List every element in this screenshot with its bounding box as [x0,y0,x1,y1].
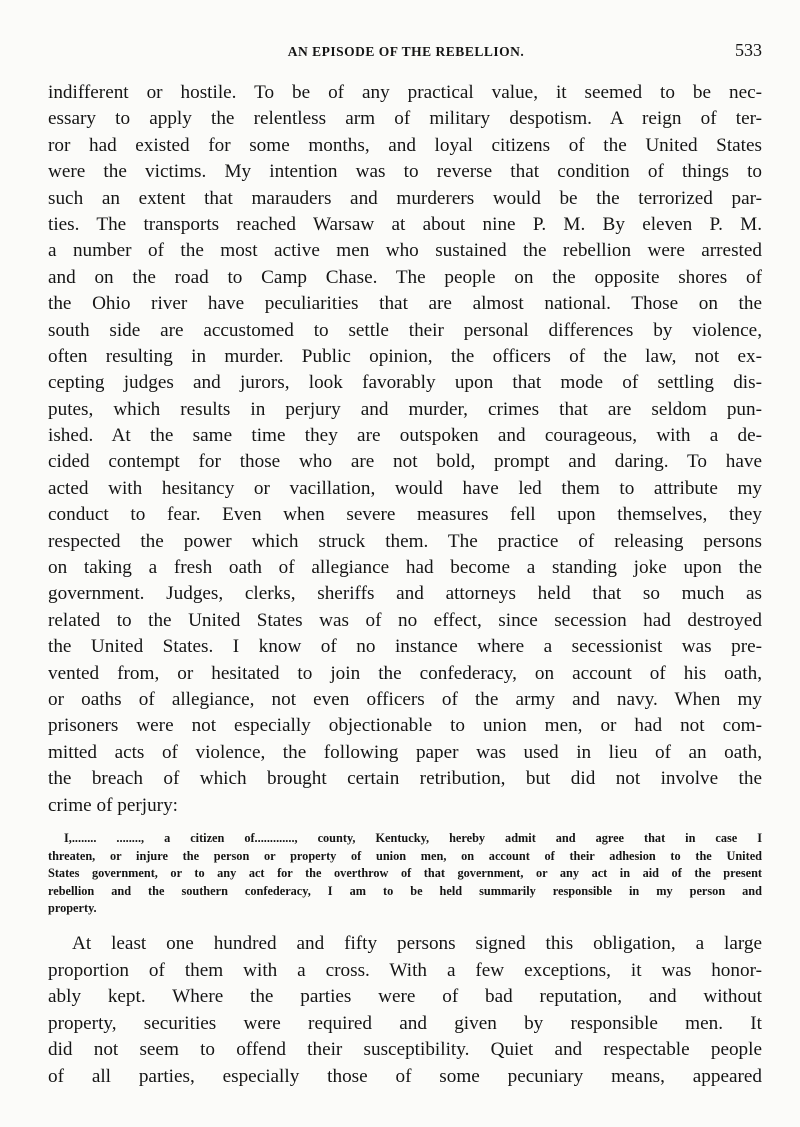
text-line: acted with hesitancy or vacillation, would have led them to attribute my [48,477,762,499]
oath-line: threaten, or injure the person or property of union men, on account of their adhesion to the United [48,848,762,863]
text-line: such an extent that marauders and murderers would be the terrorized par- [48,187,762,209]
text-line: indifferent or hostile. To be of any practical value, it seemed to be nec- [48,82,762,103]
text-line: conduct to fear. Even when severe measures fell upon themselves, they [48,504,762,526]
text-line: the Ohio river have peculiarities that are almost national. Those on the [48,293,762,315]
text-line: essary to apply the relentless arm of military despotism. A reign of ter- [48,108,762,130]
oath-line: property. [48,901,97,916]
text-line: ished. At the same time they are outspoken and courageous, with a de- [48,425,762,447]
text-line: respected the power which struck them. The practice of releasing persons [48,530,762,552]
text-line: the breach of which brought certain retribution, but did not involve the [48,768,762,790]
text-line: mitted acts of violence, the following paper was used in lieu of an oath, [48,741,762,763]
running-head [48,40,764,68]
page-number: 533 [735,40,762,60]
text-line: or oaths of allegiance, not even officers of the army and navy. When my [48,688,762,710]
text-line: ably kept. Where the parties were of bad reputation, and without [48,986,762,1007]
text-line: government. Judges, clerks, sheriffs and attorneys held that so much as [48,583,762,605]
text-line: putes, which results in perjury and murder, crimes that are seldom pun- [48,398,762,420]
text-line: crime of perjury: [48,794,178,816]
text-line: did not seem to offend their susceptibility. Quiet and respectable people [48,1039,762,1060]
text-line: At least one hundred and fifty persons signed this obligation, a large [72,933,762,954]
text-line: south side are accustomed to settle their personal differences by violence, [48,319,762,341]
text-line: on taking a fresh oath of allegiance had become a standing joke upon the [48,557,762,579]
text-line: proportion of them with a cross. With a few exceptions, it was honor- [48,959,762,981]
oath-block [48,830,762,918]
text-line: and on the road to Camp Chase. The people on the opposite shores of [48,266,762,288]
text-line: a number of the most active men who sustained the rebellion were arrested [48,240,762,262]
oath-line: rebellion and the southern confederacy, I am to be held summarily responsible in my person and [48,883,762,898]
text-line: cided contempt for those who are not bold, prompt and daring. To have [48,451,762,473]
oath-line: States government, or to any act for the overthrow of that government, or any act in aid of the present [48,866,762,881]
paragraph-continuation [48,931,762,1090]
text-line: ties. The transports reached Warsaw at about nine P. M. By eleven P. M. [48,213,762,235]
text-line: the United States. I know of no instance where a secessionist was pre- [48,636,762,658]
oath-line: I,........ ........, a citizen of............., county, Kentucky, hereby admit and agree that in case I [64,831,762,845]
text-line: vented from, or hesitated to join the confederacy, on account of his oath, [48,662,762,684]
text-line: property, securities were required and given by responsible men. It [48,1012,762,1034]
text-line: ror had existed for some months, and loyal citizens of the United States [48,134,762,156]
text-line: often resulting in murder. Public opinion, the officers of the law, not ex- [48,345,762,367]
text-line: related to the United States was of no effect, since secession had destroyed [48,609,762,631]
text-line: prisoners were not especially objectionable to union men, or had not com- [48,715,762,737]
text-line: were the victims. My intention was to reverse that condition of things to [48,161,762,183]
text-line: cepting judges and jurors, look favorably upon that mode of settling dis- [48,372,762,394]
text-line: of all parties, especially those of some pecuniary means, appeared [48,1065,762,1087]
paragraph-body [48,80,762,819]
running-title: AN EPISODE OF THE REBELLION. [287,44,525,59]
